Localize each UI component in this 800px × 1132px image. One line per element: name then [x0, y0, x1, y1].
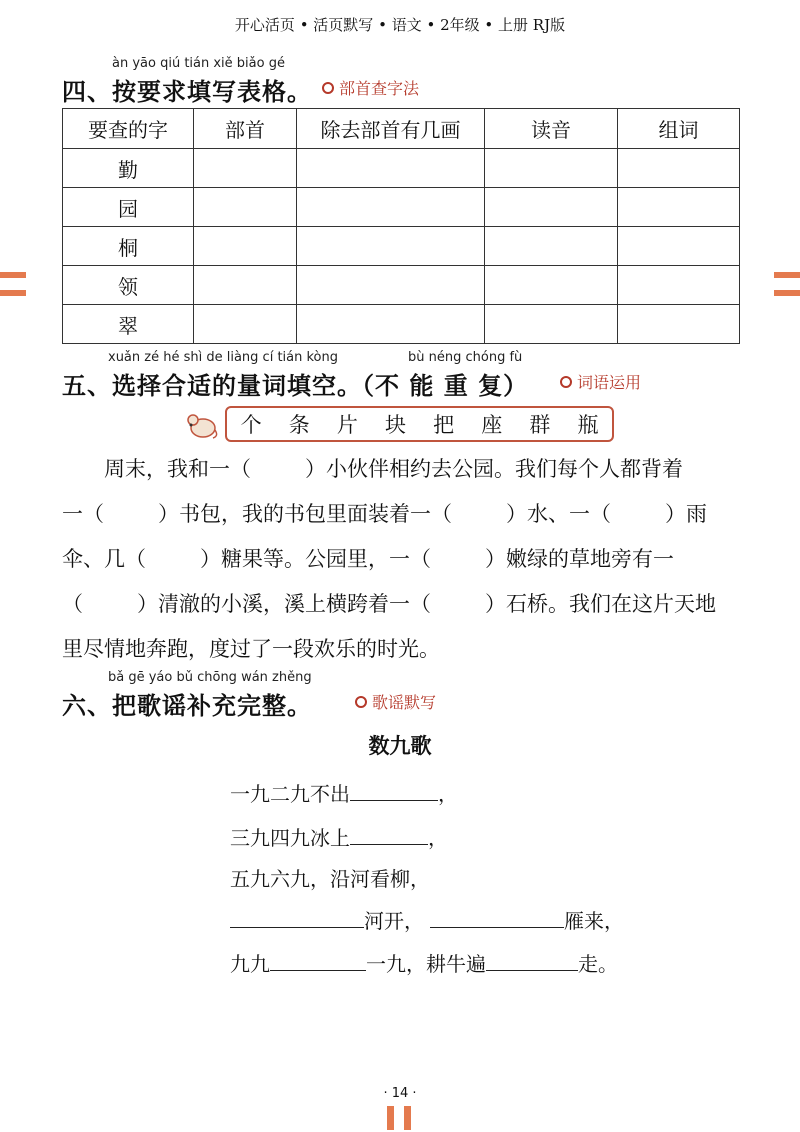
left-margin-mark — [0, 290, 26, 296]
tag-bullet-icon — [322, 82, 334, 94]
fill-line[interactable] — [430, 913, 564, 928]
passage-text: ）水、一（ — [506, 502, 611, 526]
char-cell: 勤 — [63, 149, 194, 188]
table-header-cell: 部首 — [194, 109, 297, 149]
poem-title: 数九歌 — [368, 734, 432, 758]
word-option: 瓶 — [577, 413, 599, 437]
section5-pinyin-note: bù néng chóng fù — [408, 350, 523, 365]
passage-line — [62, 447, 742, 492]
measure-word-bank — [225, 406, 614, 442]
table-header-cell: 要查的字 — [63, 109, 194, 149]
passage-text: ）小伙伴相约去公园。我们每个人都背着 — [305, 457, 683, 481]
answer-cell[interactable] — [297, 305, 485, 344]
section5-title — [62, 366, 528, 401]
poem-text: 一九二九不出 — [230, 782, 350, 806]
poem-line: 五九六九，沿河看柳， — [230, 867, 430, 891]
passage-line — [62, 627, 742, 672]
section5-tag-label: 词语运用 — [577, 373, 642, 392]
bottom-margin-mark — [404, 1106, 411, 1130]
poem-text: 河开， — [364, 909, 424, 933]
table-header-cell: 读音 — [485, 109, 618, 149]
passage-text: ）书包，我的书包里面装着一（ — [158, 502, 452, 526]
passage-line — [62, 537, 742, 582]
answer-cell[interactable] — [485, 149, 618, 188]
answer-cell[interactable] — [618, 305, 740, 344]
char-cell: 翠 — [63, 305, 194, 344]
poem-text: 三九四九冰上 — [230, 826, 350, 850]
poem-line — [230, 822, 448, 851]
table-row — [63, 266, 740, 305]
answer-cell[interactable] — [297, 227, 485, 266]
poem-line — [230, 778, 458, 807]
char-cell: 桐 — [63, 227, 194, 266]
passage-text: ）石桥。我们在这片天地 — [485, 592, 716, 616]
word-option: 个 — [240, 413, 262, 437]
table-header-cell: 除去部首有几画 — [297, 109, 485, 149]
word-option: 座 — [481, 413, 503, 437]
poem-text: ， — [438, 782, 458, 806]
passage-line — [62, 582, 742, 627]
char-cell: 园 — [63, 188, 194, 227]
passage-text: 里尽情地奔跑，度过了一段欢乐的时光。 — [62, 637, 440, 661]
answer-cell[interactable] — [194, 227, 297, 266]
answer-cell[interactable] — [618, 227, 740, 266]
poem-line — [230, 905, 624, 934]
tag-bullet-icon — [355, 696, 367, 708]
mouse-icon — [183, 410, 219, 440]
fill-line[interactable] — [270, 956, 366, 971]
tag-bullet-icon — [560, 376, 572, 388]
answer-cell[interactable] — [485, 227, 618, 266]
passage-line — [62, 492, 742, 537]
passage-text: （ — [62, 592, 83, 616]
section6-title: 六、把歌谣补充完整。 — [62, 692, 312, 720]
answer-cell[interactable] — [618, 266, 740, 305]
word-option: 片 — [336, 413, 358, 437]
section6-pinyin: bǎ gē yáo bǔ chōng wán zhěng — [108, 670, 312, 685]
answer-cell[interactable] — [618, 149, 740, 188]
answer-cell[interactable] — [297, 149, 485, 188]
poem-text: 九九 — [230, 952, 270, 976]
left-margin-mark — [0, 272, 26, 278]
page-number: · 14 · — [383, 1086, 417, 1101]
section4-title: 四、按要求填写表格。 — [62, 78, 312, 106]
passage-text: 伞、几（ — [62, 547, 146, 571]
poem-text: 走。 — [578, 952, 618, 976]
answer-cell[interactable] — [194, 188, 297, 227]
word-option: 把 — [433, 413, 455, 437]
answer-cell[interactable] — [297, 266, 485, 305]
section5-title-note: （不 能 重 复） — [362, 372, 529, 400]
poem-text: 雁来， — [564, 909, 624, 933]
answer-cell[interactable] — [194, 149, 297, 188]
word-option: 条 — [288, 413, 310, 437]
section5-pinyin: xuǎn zé hé shì de liàng cí tián kòng — [108, 350, 338, 365]
poem-text: 一九，耕牛遍 — [366, 952, 486, 976]
table-header-cell: 组词 — [618, 109, 740, 149]
passage-text: ）嫩绿的草地旁有一 — [485, 547, 674, 571]
passage-text: ）清澈的小溪，溪上横跨着一（ — [137, 592, 431, 616]
word-option: 群 — [529, 413, 551, 437]
page-header: 开心活页 • 活页默写 • 语文 • 2年级 • 上册 RJ版 — [234, 16, 566, 34]
right-margin-mark — [774, 272, 800, 278]
cloze-passage — [62, 447, 742, 672]
section5-title-text: 五、选择合适的量词填空。 — [62, 372, 362, 400]
lookup-table — [62, 108, 740, 344]
answer-cell[interactable] — [485, 305, 618, 344]
section6-tag — [355, 690, 436, 713]
fill-line[interactable] — [230, 913, 364, 928]
word-option: 块 — [384, 413, 406, 437]
char-cell: 领 — [63, 266, 194, 305]
table-row — [63, 227, 740, 266]
passage-text: ）糖果等。公园里，一（ — [200, 547, 431, 571]
table-row — [63, 305, 740, 344]
answer-cell[interactable] — [485, 188, 618, 227]
answer-cell[interactable] — [194, 266, 297, 305]
section5-tag — [560, 370, 641, 393]
answer-cell[interactable] — [618, 188, 740, 227]
answer-cell[interactable] — [194, 305, 297, 344]
passage-text: ）雨 — [665, 502, 707, 526]
section4-tag — [322, 76, 419, 99]
table-row — [63, 149, 740, 188]
answer-cell[interactable] — [485, 266, 618, 305]
poem-text: ， — [428, 826, 448, 850]
answer-cell[interactable] — [297, 188, 485, 227]
section4-pinyin: àn yāo qiú tián xiě biǎo gé — [112, 56, 285, 71]
fill-line[interactable] — [350, 786, 438, 801]
fill-line[interactable] — [486, 956, 578, 971]
passage-text: 一（ — [62, 502, 104, 526]
table-header-row — [63, 109, 740, 149]
section4-tag-label: 部首查字法 — [339, 79, 420, 98]
fill-line[interactable] — [350, 830, 428, 845]
passage-text: 周末，我和一（ — [104, 457, 251, 481]
section6-tag-label: 歌谣默写 — [372, 693, 437, 712]
right-margin-mark — [774, 290, 800, 296]
bottom-margin-mark — [387, 1106, 394, 1130]
table-row — [63, 188, 740, 227]
poem-line — [230, 948, 618, 977]
